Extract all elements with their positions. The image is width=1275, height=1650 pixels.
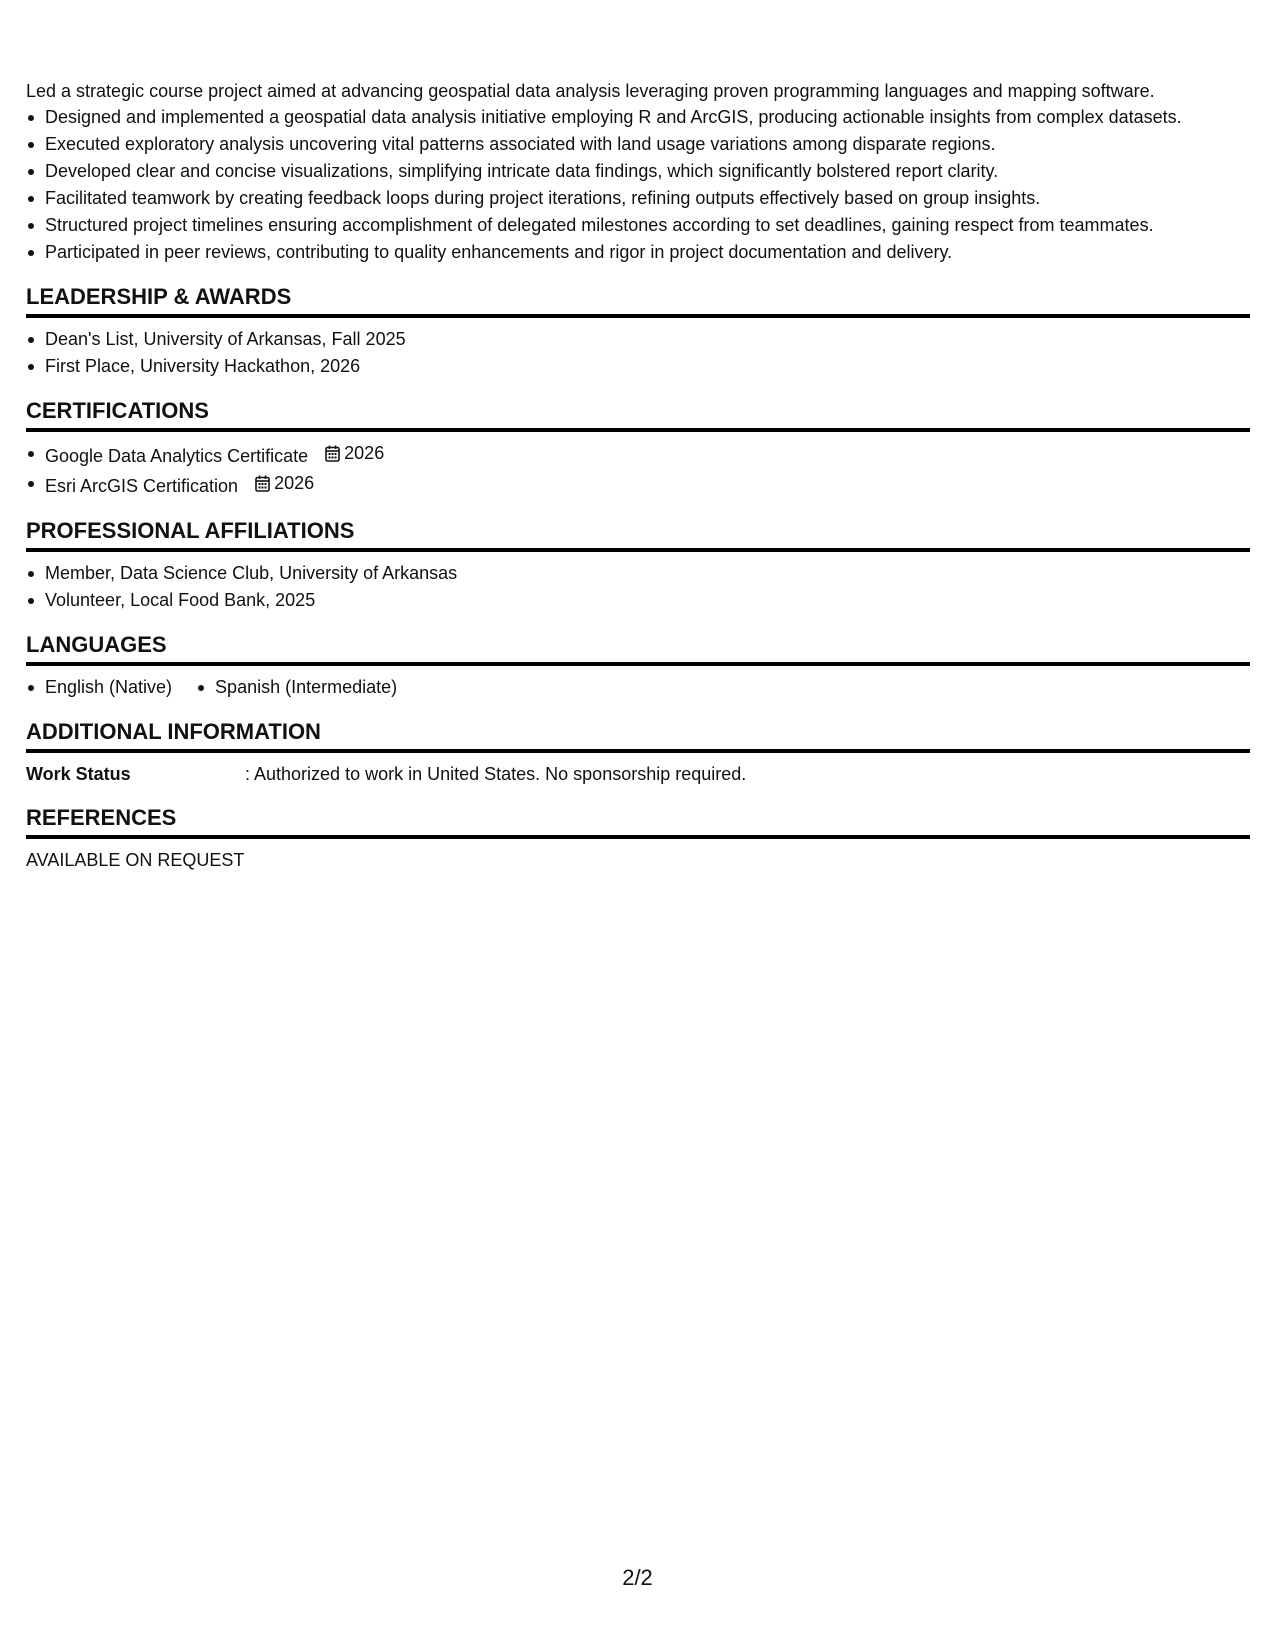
section-heading-additional: ADDITIONAL INFORMATION	[26, 717, 1250, 753]
list-item	[26, 185, 1250, 212]
bullet-icon	[28, 481, 34, 487]
list-item	[26, 674, 172, 701]
calendar-icon	[325, 445, 340, 462]
additional-info-section	[26, 717, 1250, 787]
certifications-section	[26, 396, 1250, 500]
project-block	[26, 78, 1250, 266]
work-status-value: : Authorized to work in United States. No sponsorship required.	[245, 764, 747, 784]
list-item	[26, 239, 1250, 266]
work-status-label: Work Status	[26, 764, 131, 784]
certification-date	[255, 470, 314, 497]
list-item	[26, 440, 1250, 470]
certification-name: Google Data Analytics Certificate	[45, 446, 309, 466]
section-heading-leadership: LEADERSHIP & AWARDS	[26, 282, 1250, 318]
list-item	[26, 104, 1250, 131]
project-bullets	[26, 104, 1250, 266]
list-item-text: Designed and implemented a geospatial data analysis initiative employing R and ArcGIS, producing actionable insights from complex datasets.	[45, 107, 1182, 127]
list-item-text: Participated in peer reviews, contributing to quality enhancements and rigor in project documentation and delivery.	[45, 242, 953, 262]
bullet-icon	[28, 451, 34, 457]
list-item-text: Developed clear and concise visualizations, simplifying intricate data findings, which significantly bolstered report clarity.	[45, 161, 999, 181]
list-item	[26, 353, 1250, 380]
bullet-icon	[28, 364, 34, 370]
certification-date	[325, 440, 384, 467]
languages-section	[26, 630, 1250, 701]
list-item-text: Executed exploratory analysis uncovering vital patterns associated with land usage variations among disparate regions.	[45, 134, 996, 154]
certification-year: 2026	[274, 473, 315, 493]
section-heading-references: REFERENCES	[26, 803, 1250, 839]
section-heading-affiliations: PROFESSIONAL AFFILIATIONS	[26, 516, 1250, 552]
references-section	[26, 803, 1250, 873]
list-item	[26, 587, 1250, 614]
certifications-list	[26, 440, 1250, 500]
resume-page	[26, 78, 1250, 873]
project-intro: Led a strategic course project aimed at advancing geospatial data analysis leveraging proven programming languages and mapping software.	[26, 81, 1155, 101]
list-item	[196, 674, 397, 701]
work-status-row	[26, 761, 1250, 787]
list-item-text: Dean's List, University of Arkansas, Fall 2025	[45, 329, 406, 349]
bullet-icon	[28, 250, 34, 256]
certification-name: Esri ArcGIS Certification	[45, 476, 239, 496]
certification-year: 2026	[344, 443, 385, 463]
references-text: AVAILABLE ON REQUEST	[26, 850, 245, 870]
list-item	[26, 131, 1250, 158]
section-heading-languages: LANGUAGES	[26, 630, 1250, 666]
languages-list	[26, 674, 1250, 701]
language-item: Spanish (Intermediate)	[215, 677, 398, 697]
bullet-icon	[28, 115, 34, 121]
bullet-icon	[28, 598, 34, 604]
bullet-icon	[28, 685, 34, 691]
affiliations-section	[26, 516, 1250, 614]
list-item	[26, 158, 1250, 185]
bullet-icon	[28, 169, 34, 175]
bullet-icon	[28, 223, 34, 229]
list-item	[26, 470, 1250, 500]
section-heading-certifications: CERTIFICATIONS	[26, 396, 1250, 432]
page-number: 2/2	[622, 1565, 653, 1590]
list-item-text: Facilitated teamwork by creating feedback loops during project iterations, refining outputs effectively based on group insights.	[45, 188, 1041, 208]
list-item-text: Volunteer, Local Food Bank, 2025	[45, 590, 316, 610]
list-item-text: Member, Data Science Club, University of Arkansas	[45, 563, 458, 583]
calendar-icon	[255, 475, 270, 492]
leadership-list	[26, 326, 1250, 380]
affiliations-list	[26, 560, 1250, 614]
bullet-icon	[198, 685, 204, 691]
bullet-icon	[28, 571, 34, 577]
bullet-icon	[28, 196, 34, 202]
list-item-text: First Place, University Hackathon, 2026	[45, 356, 361, 376]
list-item	[26, 560, 1250, 587]
list-item-text: Structured project timelines ensuring accomplishment of delegated milestones according to set deadlines, gaining respect from teammates.	[45, 215, 1154, 235]
bullet-icon	[28, 337, 34, 343]
language-item: English (Native)	[45, 677, 173, 697]
leadership-section	[26, 282, 1250, 380]
bullet-icon	[28, 142, 34, 148]
list-item	[26, 326, 1250, 353]
list-item	[26, 212, 1250, 239]
